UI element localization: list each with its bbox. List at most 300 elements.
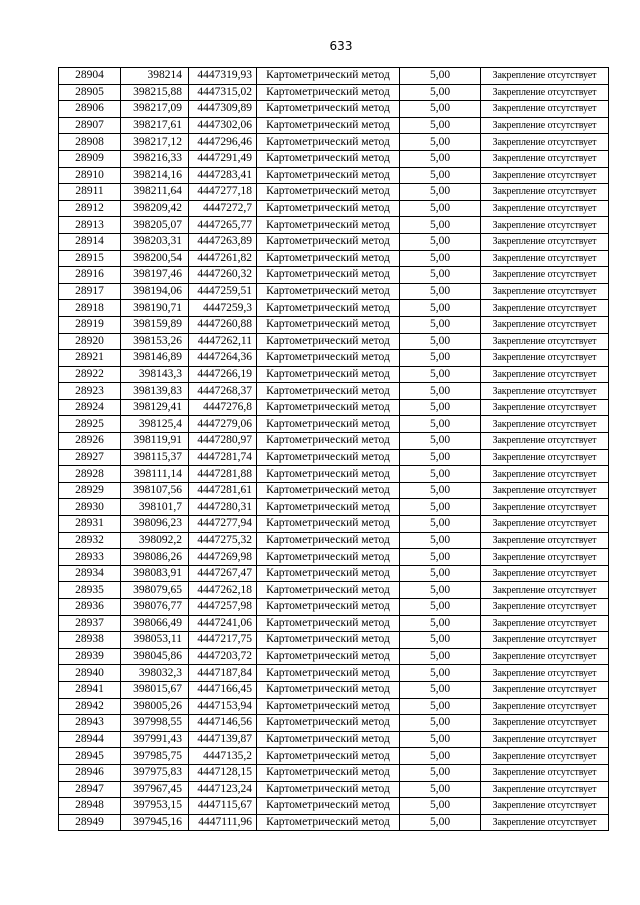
point-number-cell: 28934	[59, 565, 121, 582]
accuracy-cell: 5,00	[400, 748, 481, 765]
y-coordinate-cell: 4447275,32	[189, 532, 257, 549]
y-coordinate-cell: 4447203,72	[189, 648, 257, 665]
accuracy-cell: 5,00	[400, 798, 481, 815]
accuracy-cell: 5,00	[400, 84, 481, 101]
method-cell: Картометрический метод	[257, 250, 400, 267]
table-row	[59, 565, 609, 582]
point-number-cell: 28906	[59, 101, 121, 118]
point-number-cell: 28933	[59, 549, 121, 566]
table-row	[59, 781, 609, 798]
method-cell: Картометрический метод	[257, 565, 400, 582]
accuracy-cell: 5,00	[400, 101, 481, 118]
table-row	[59, 665, 609, 682]
point-number-cell: 28907	[59, 117, 121, 134]
fixing-description-cell: Закрепление отсутствует	[481, 300, 609, 317]
x-coordinate-cell: 398125,4	[121, 416, 189, 433]
x-coordinate-cell: 398096,23	[121, 516, 189, 533]
method-cell: Картометрический метод	[257, 217, 400, 234]
y-coordinate-cell: 4447135,2	[189, 748, 257, 765]
y-coordinate-cell: 4447265,77	[189, 217, 257, 234]
accuracy-cell: 5,00	[400, 466, 481, 483]
fixing-description-cell: Закрепление отсутствует	[481, 250, 609, 267]
method-cell: Картометрический метод	[257, 399, 400, 416]
y-coordinate-cell: 4447291,49	[189, 150, 257, 167]
method-cell: Картометрический метод	[257, 532, 400, 549]
accuracy-cell: 5,00	[400, 582, 481, 599]
method-cell: Картометрический метод	[257, 233, 400, 250]
accuracy-cell: 5,00	[400, 681, 481, 698]
method-cell: Картометрический метод	[257, 68, 400, 85]
x-coordinate-cell: 398217,61	[121, 117, 189, 134]
accuracy-cell: 5,00	[400, 267, 481, 284]
table-row	[59, 814, 609, 831]
y-coordinate-cell: 4447280,97	[189, 433, 257, 450]
method-cell: Картометрический метод	[257, 101, 400, 118]
coordinates-table-body	[59, 68, 609, 831]
table-row	[59, 798, 609, 815]
accuracy-cell: 5,00	[400, 200, 481, 217]
accuracy-cell: 5,00	[400, 134, 481, 151]
table-row	[59, 117, 609, 134]
x-coordinate-cell: 398214	[121, 68, 189, 85]
table-row	[59, 549, 609, 566]
x-coordinate-cell: 398079,65	[121, 582, 189, 599]
accuracy-cell: 5,00	[400, 665, 481, 682]
x-coordinate-cell: 398101,7	[121, 499, 189, 516]
method-cell: Картометрический метод	[257, 267, 400, 284]
x-coordinate-cell: 398083,91	[121, 565, 189, 582]
x-coordinate-cell: 398115,37	[121, 449, 189, 466]
fixing-description-cell: Закрепление отсутствует	[481, 383, 609, 400]
method-cell: Картометрический метод	[257, 134, 400, 151]
table-row	[59, 283, 609, 300]
x-coordinate-cell: 397991,43	[121, 731, 189, 748]
fixing-description-cell: Закрепление отсутствует	[481, 449, 609, 466]
point-number-cell: 28913	[59, 217, 121, 234]
method-cell: Картометрический метод	[257, 167, 400, 184]
fixing-description-cell: Закрепление отсутствует	[481, 333, 609, 350]
table-row	[59, 499, 609, 516]
point-number-cell: 28928	[59, 466, 121, 483]
table-row	[59, 250, 609, 267]
y-coordinate-cell: 4447260,88	[189, 316, 257, 333]
accuracy-cell: 5,00	[400, 233, 481, 250]
x-coordinate-cell: 397945,16	[121, 814, 189, 831]
accuracy-cell: 5,00	[400, 167, 481, 184]
x-coordinate-cell: 398146,89	[121, 350, 189, 367]
y-coordinate-cell: 4447217,75	[189, 632, 257, 649]
point-number-cell: 28929	[59, 482, 121, 499]
fixing-description-cell: Закрепление отсутствует	[481, 399, 609, 416]
table-row	[59, 731, 609, 748]
y-coordinate-cell: 4447241,06	[189, 615, 257, 632]
method-cell: Картометрический метод	[257, 482, 400, 499]
x-coordinate-cell: 398086,26	[121, 549, 189, 566]
fixing-description-cell: Закрепление отсутствует	[481, 184, 609, 201]
fixing-description-cell: Закрепление отсутствует	[481, 665, 609, 682]
x-coordinate-cell: 398209,42	[121, 200, 189, 217]
table-row	[59, 532, 609, 549]
method-cell: Картометрический метод	[257, 366, 400, 383]
fixing-description-cell: Закрепление отсутствует	[481, 150, 609, 167]
accuracy-cell: 5,00	[400, 416, 481, 433]
y-coordinate-cell: 4447315,02	[189, 84, 257, 101]
fixing-description-cell: Закрепление отсутствует	[481, 267, 609, 284]
y-coordinate-cell: 4447257,98	[189, 599, 257, 616]
table-row	[59, 399, 609, 416]
x-coordinate-cell: 398190,71	[121, 300, 189, 317]
point-number-cell: 28914	[59, 233, 121, 250]
fixing-description-cell: Закрепление отсутствует	[481, 532, 609, 549]
method-cell: Картометрический метод	[257, 200, 400, 217]
method-cell: Картометрический метод	[257, 549, 400, 566]
accuracy-cell: 5,00	[400, 482, 481, 499]
accuracy-cell: 5,00	[400, 250, 481, 267]
y-coordinate-cell: 4447269,98	[189, 549, 257, 566]
fixing-description-cell: Закрепление отсутствует	[481, 731, 609, 748]
point-number-cell: 28922	[59, 366, 121, 383]
y-coordinate-cell: 4447264,36	[189, 350, 257, 367]
table-row	[59, 333, 609, 350]
fixing-description-cell: Закрепление отсутствует	[481, 549, 609, 566]
x-coordinate-cell: 398153,26	[121, 333, 189, 350]
method-cell: Картометрический метод	[257, 582, 400, 599]
x-coordinate-cell: 397967,45	[121, 781, 189, 798]
point-number-cell: 28937	[59, 615, 121, 632]
point-number-cell: 28943	[59, 715, 121, 732]
method-cell: Картометрический метод	[257, 499, 400, 516]
y-coordinate-cell: 4447280,31	[189, 499, 257, 516]
point-number-cell: 28945	[59, 748, 121, 765]
y-coordinate-cell: 4447283,41	[189, 167, 257, 184]
x-coordinate-cell: 398143,3	[121, 366, 189, 383]
x-coordinate-cell: 398119,91	[121, 433, 189, 450]
fixing-description-cell: Закрепление отсутствует	[481, 283, 609, 300]
x-coordinate-cell: 397998,55	[121, 715, 189, 732]
table-row	[59, 184, 609, 201]
accuracy-cell: 5,00	[400, 449, 481, 466]
point-number-cell: 28939	[59, 648, 121, 665]
x-coordinate-cell: 398129,41	[121, 399, 189, 416]
point-number-cell: 28917	[59, 283, 121, 300]
method-cell: Картометрический метод	[257, 350, 400, 367]
x-coordinate-cell: 397975,83	[121, 764, 189, 781]
accuracy-cell: 5,00	[400, 698, 481, 715]
fixing-description-cell: Закрепление отсутствует	[481, 200, 609, 217]
fixing-description-cell: Закрепление отсутствует	[481, 632, 609, 649]
method-cell: Картометрический метод	[257, 648, 400, 665]
method-cell: Картометрический метод	[257, 698, 400, 715]
y-coordinate-cell: 4447319,93	[189, 68, 257, 85]
table-row	[59, 648, 609, 665]
method-cell: Картометрический метод	[257, 333, 400, 350]
accuracy-cell: 5,00	[400, 366, 481, 383]
point-number-cell: 28919	[59, 316, 121, 333]
method-cell: Картометрический метод	[257, 715, 400, 732]
table-row	[59, 449, 609, 466]
point-number-cell: 28941	[59, 681, 121, 698]
fixing-description-cell: Закрепление отсутствует	[481, 764, 609, 781]
fixing-description-cell: Закрепление отсутствует	[481, 565, 609, 582]
method-cell: Картометрический метод	[257, 798, 400, 815]
y-coordinate-cell: 4447166,45	[189, 681, 257, 698]
fixing-description-cell: Закрепление отсутствует	[481, 599, 609, 616]
y-coordinate-cell: 4447268,37	[189, 383, 257, 400]
accuracy-cell: 5,00	[400, 217, 481, 234]
table-row	[59, 764, 609, 781]
table-row	[59, 681, 609, 698]
fixing-description-cell: Закрепление отсутствует	[481, 68, 609, 85]
y-coordinate-cell: 4447111,96	[189, 814, 257, 831]
point-number-cell: 28949	[59, 814, 121, 831]
point-number-cell: 28925	[59, 416, 121, 433]
accuracy-cell: 5,00	[400, 383, 481, 400]
method-cell: Картометрический метод	[257, 748, 400, 765]
x-coordinate-cell: 398066,49	[121, 615, 189, 632]
table-row	[59, 482, 609, 499]
table-row	[59, 68, 609, 85]
table-row	[59, 84, 609, 101]
x-coordinate-cell: 398159,89	[121, 316, 189, 333]
x-coordinate-cell: 398211,64	[121, 184, 189, 201]
y-coordinate-cell: 4447281,74	[189, 449, 257, 466]
point-number-cell: 28911	[59, 184, 121, 201]
x-coordinate-cell: 398107,56	[121, 482, 189, 499]
fixing-description-cell: Закрепление отсутствует	[481, 482, 609, 499]
x-coordinate-cell: 398139,83	[121, 383, 189, 400]
method-cell: Картометрический метод	[257, 814, 400, 831]
point-number-cell: 28912	[59, 200, 121, 217]
accuracy-cell: 5,00	[400, 814, 481, 831]
method-cell: Картометрический метод	[257, 731, 400, 748]
method-cell: Картометрический метод	[257, 681, 400, 698]
x-coordinate-cell: 398215,88	[121, 84, 189, 101]
point-number-cell: 28921	[59, 350, 121, 367]
table-row	[59, 615, 609, 632]
point-number-cell: 28905	[59, 84, 121, 101]
point-number-cell: 28938	[59, 632, 121, 649]
fixing-description-cell: Закрепление отсутствует	[481, 681, 609, 698]
fixing-description-cell: Закрепление отсутствует	[481, 416, 609, 433]
fixing-description-cell: Закрепление отсутствует	[481, 366, 609, 383]
fixing-description-cell: Закрепление отсутствует	[481, 748, 609, 765]
accuracy-cell: 5,00	[400, 333, 481, 350]
point-number-cell: 28948	[59, 798, 121, 815]
table-row	[59, 167, 609, 184]
table-row	[59, 433, 609, 450]
accuracy-cell: 5,00	[400, 433, 481, 450]
method-cell: Картометрический метод	[257, 150, 400, 167]
accuracy-cell: 5,00	[400, 715, 481, 732]
point-number-cell: 28923	[59, 383, 121, 400]
table-row	[59, 217, 609, 234]
y-coordinate-cell: 4447128,15	[189, 764, 257, 781]
y-coordinate-cell: 4447123,24	[189, 781, 257, 798]
fixing-description-cell: Закрепление отсутствует	[481, 516, 609, 533]
x-coordinate-cell: 398217,09	[121, 101, 189, 118]
method-cell: Картометрический метод	[257, 449, 400, 466]
point-number-cell: 28932	[59, 532, 121, 549]
x-coordinate-cell: 397985,75	[121, 748, 189, 765]
fixing-description-cell: Закрепление отсутствует	[481, 798, 609, 815]
x-coordinate-cell: 398200,54	[121, 250, 189, 267]
x-coordinate-cell: 398032,3	[121, 665, 189, 682]
point-number-cell: 28909	[59, 150, 121, 167]
table-row	[59, 150, 609, 167]
table-row	[59, 466, 609, 483]
table-row	[59, 233, 609, 250]
fixing-description-cell: Закрепление отсутствует	[481, 715, 609, 732]
fixing-description-cell: Закрепление отсутствует	[481, 101, 609, 118]
table-row	[59, 632, 609, 649]
point-number-cell: 28940	[59, 665, 121, 682]
y-coordinate-cell: 4447281,88	[189, 466, 257, 483]
method-cell: Картометрический метод	[257, 316, 400, 333]
method-cell: Картометрический метод	[257, 117, 400, 134]
point-number-cell: 28904	[59, 68, 121, 85]
fixing-description-cell: Закрепление отсутствует	[481, 466, 609, 483]
accuracy-cell: 5,00	[400, 316, 481, 333]
y-coordinate-cell: 4447115,67	[189, 798, 257, 815]
method-cell: Картометрический метод	[257, 283, 400, 300]
accuracy-cell: 5,00	[400, 632, 481, 649]
table-row	[59, 101, 609, 118]
accuracy-cell: 5,00	[400, 184, 481, 201]
accuracy-cell: 5,00	[400, 350, 481, 367]
y-coordinate-cell: 4447263,89	[189, 233, 257, 250]
x-coordinate-cell: 398217,12	[121, 134, 189, 151]
x-coordinate-cell: 397953,15	[121, 798, 189, 815]
fixing-description-cell: Закрепление отсутствует	[481, 350, 609, 367]
fixing-description-cell: Закрепление отсутствует	[481, 167, 609, 184]
x-coordinate-cell: 398092,2	[121, 532, 189, 549]
point-number-cell: 28920	[59, 333, 121, 350]
point-number-cell: 28944	[59, 731, 121, 748]
y-coordinate-cell: 4447146,56	[189, 715, 257, 732]
point-number-cell: 28927	[59, 449, 121, 466]
point-number-cell: 28942	[59, 698, 121, 715]
y-coordinate-cell: 4447309,89	[189, 101, 257, 118]
x-coordinate-cell: 398194,06	[121, 283, 189, 300]
x-coordinate-cell: 398205,07	[121, 217, 189, 234]
fixing-description-cell: Закрепление отсутствует	[481, 814, 609, 831]
method-cell: Картометрический метод	[257, 184, 400, 201]
x-coordinate-cell: 398214,16	[121, 167, 189, 184]
method-cell: Картометрический метод	[257, 84, 400, 101]
fixing-description-cell: Закрепление отсутствует	[481, 582, 609, 599]
x-coordinate-cell: 398203,31	[121, 233, 189, 250]
y-coordinate-cell: 4447153,94	[189, 698, 257, 715]
point-number-cell: 28936	[59, 599, 121, 616]
y-coordinate-cell: 4447259,51	[189, 283, 257, 300]
table-row	[59, 599, 609, 616]
method-cell: Картометрический метод	[257, 599, 400, 616]
table-row	[59, 582, 609, 599]
accuracy-cell: 5,00	[400, 549, 481, 566]
fixing-description-cell: Закрепление отсутствует	[481, 433, 609, 450]
fixing-description-cell: Закрепление отсутствует	[481, 217, 609, 234]
method-cell: Картометрический метод	[257, 466, 400, 483]
table-row	[59, 416, 609, 433]
fixing-description-cell: Закрепление отсутствует	[481, 117, 609, 134]
accuracy-cell: 5,00	[400, 399, 481, 416]
accuracy-cell: 5,00	[400, 499, 481, 516]
method-cell: Картометрический метод	[257, 383, 400, 400]
table-row	[59, 134, 609, 151]
table-row	[59, 698, 609, 715]
x-coordinate-cell: 398076,77	[121, 599, 189, 616]
fixing-description-cell: Закрепление отсутствует	[481, 233, 609, 250]
accuracy-cell: 5,00	[400, 532, 481, 549]
accuracy-cell: 5,00	[400, 117, 481, 134]
accuracy-cell: 5,00	[400, 781, 481, 798]
point-number-cell: 28946	[59, 764, 121, 781]
y-coordinate-cell: 4447302,06	[189, 117, 257, 134]
method-cell: Картометрический метод	[257, 632, 400, 649]
y-coordinate-cell: 4447261,82	[189, 250, 257, 267]
accuracy-cell: 5,00	[400, 565, 481, 582]
y-coordinate-cell: 4447259,3	[189, 300, 257, 317]
page-number: 633	[329, 39, 353, 53]
accuracy-cell: 5,00	[400, 731, 481, 748]
table-row	[59, 715, 609, 732]
y-coordinate-cell: 4447277,94	[189, 516, 257, 533]
method-cell: Картометрический метод	[257, 416, 400, 433]
point-number-cell: 28915	[59, 250, 121, 267]
y-coordinate-cell: 4447139,87	[189, 731, 257, 748]
method-cell: Картометрический метод	[257, 665, 400, 682]
y-coordinate-cell: 4447187,84	[189, 665, 257, 682]
y-coordinate-cell: 4447276,8	[189, 399, 257, 416]
table-row	[59, 316, 609, 333]
method-cell: Картометрический метод	[257, 433, 400, 450]
x-coordinate-cell: 398216,33	[121, 150, 189, 167]
y-coordinate-cell: 4447272,7	[189, 200, 257, 217]
fixing-description-cell: Закрепление отсутствует	[481, 316, 609, 333]
x-coordinate-cell: 398015,67	[121, 681, 189, 698]
y-coordinate-cell: 4447262,18	[189, 582, 257, 599]
method-cell: Картометрический метод	[257, 300, 400, 317]
x-coordinate-cell: 398045,86	[121, 648, 189, 665]
fixing-description-cell: Закрепление отсутствует	[481, 781, 609, 798]
y-coordinate-cell: 4447277,18	[189, 184, 257, 201]
accuracy-cell: 5,00	[400, 599, 481, 616]
method-cell: Картометрический метод	[257, 781, 400, 798]
point-number-cell: 28916	[59, 267, 121, 284]
method-cell: Картометрический метод	[257, 764, 400, 781]
table-row	[59, 366, 609, 383]
y-coordinate-cell: 4447266,19	[189, 366, 257, 383]
table-row	[59, 516, 609, 533]
coordinates-table	[58, 67, 609, 831]
accuracy-cell: 5,00	[400, 283, 481, 300]
point-number-cell: 28930	[59, 499, 121, 516]
accuracy-cell: 5,00	[400, 648, 481, 665]
point-number-cell: 28947	[59, 781, 121, 798]
x-coordinate-cell: 398053,11	[121, 632, 189, 649]
fixing-description-cell: Закрепление отсутствует	[481, 84, 609, 101]
y-coordinate-cell: 4447296,46	[189, 134, 257, 151]
accuracy-cell: 5,00	[400, 150, 481, 167]
table-row	[59, 200, 609, 217]
x-coordinate-cell: 398005,26	[121, 698, 189, 715]
point-number-cell: 28931	[59, 516, 121, 533]
point-number-cell: 28908	[59, 134, 121, 151]
point-number-cell: 28918	[59, 300, 121, 317]
method-cell: Картометрический метод	[257, 516, 400, 533]
y-coordinate-cell: 4447267,47	[189, 565, 257, 582]
accuracy-cell: 5,00	[400, 615, 481, 632]
